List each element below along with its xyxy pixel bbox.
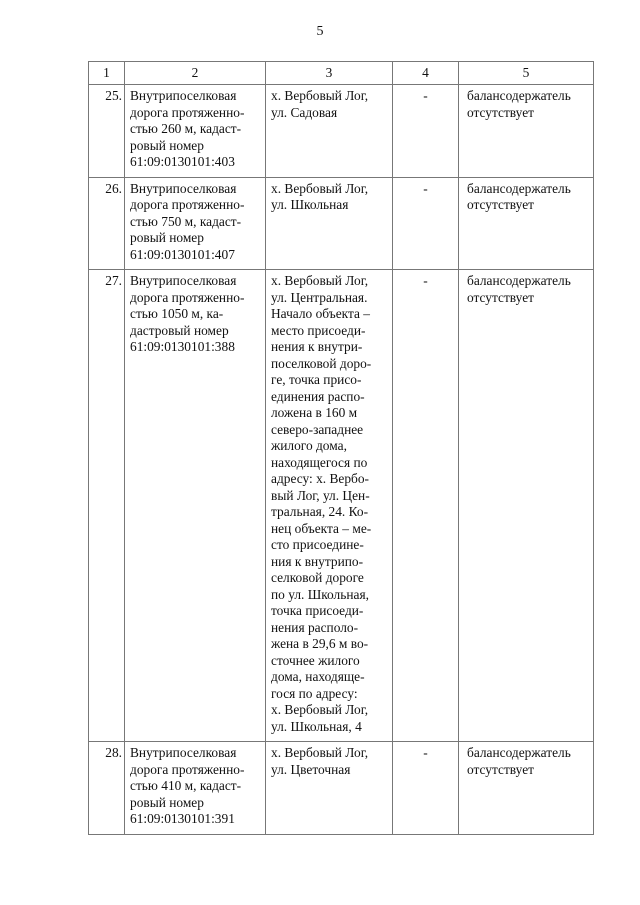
text-line: отсутствует bbox=[467, 104, 534, 120]
text-line: сто присоедине- bbox=[271, 537, 364, 552]
text-line: 61:09:0130101:407 bbox=[130, 246, 235, 262]
column-header-4: 4 bbox=[393, 62, 459, 85]
table-row bbox=[89, 742, 594, 835]
text-line: балансодержатель bbox=[467, 180, 571, 196]
text-line: нения располо- bbox=[271, 619, 359, 635]
text-line: ровый номер bbox=[130, 137, 204, 153]
row-number: 28. bbox=[89, 742, 125, 835]
column-header-1: 1 bbox=[89, 62, 125, 85]
text-line: дорога протяженно- bbox=[130, 104, 245, 120]
text-line: ул. Садовая bbox=[271, 104, 338, 120]
text-line: ул. Центральная. bbox=[271, 289, 368, 305]
text-line: отсутствует bbox=[467, 289, 534, 305]
text-line: единения распо- bbox=[271, 388, 365, 404]
text-line: балансодержатель bbox=[467, 88, 571, 103]
row-number: 26. bbox=[89, 177, 125, 270]
owner-cell: - bbox=[393, 85, 459, 178]
roads-registry-table bbox=[88, 61, 594, 835]
text-line: гося по адресу: bbox=[271, 685, 358, 701]
page-number: 5 bbox=[316, 24, 324, 39]
text-line: балансодержатель bbox=[467, 745, 571, 760]
object-name-cell bbox=[125, 742, 266, 835]
text-line: адресу: х. Вербо- bbox=[271, 471, 370, 486]
row-number: 25. bbox=[89, 85, 125, 178]
balance-holder-cell bbox=[459, 85, 594, 178]
column-header-5: 5 bbox=[459, 62, 594, 85]
object-address-cell bbox=[266, 270, 393, 742]
column-header-3: 3 bbox=[266, 62, 393, 85]
object-name-cell bbox=[125, 85, 266, 178]
text-line: ул. Цветочная bbox=[271, 761, 351, 777]
text-line: дорога протяженно- bbox=[130, 289, 245, 305]
balance-holder-cell bbox=[459, 742, 594, 835]
text-line: находящегося по bbox=[271, 454, 368, 470]
text-line: ложена в 160 м bbox=[271, 405, 358, 420]
text-line: дома, находяще- bbox=[271, 669, 365, 684]
text-line: Начало объекта – bbox=[271, 306, 370, 321]
text-line: селковой дороге bbox=[271, 570, 364, 585]
text-line: ровый номер bbox=[130, 794, 204, 810]
column-header-2: 2 bbox=[125, 62, 266, 85]
text-line: нения к внутри- bbox=[271, 339, 363, 354]
text-line: сточнее жилого bbox=[271, 652, 360, 668]
object-name-cell bbox=[125, 177, 266, 270]
text-line: ровый номер bbox=[130, 230, 204, 245]
text-line: 61:09:0130101:388 bbox=[130, 339, 235, 354]
text-line: х. Вербовый Лог, bbox=[271, 88, 369, 103]
text-line: точка присоеди- bbox=[271, 603, 364, 618]
text-line: 61:09:0130101:403 bbox=[130, 154, 235, 169]
table-row bbox=[89, 177, 594, 270]
text-line: стью 1050 м, ка- bbox=[130, 306, 224, 321]
owner-cell: - bbox=[393, 742, 459, 835]
text-line: поселковой доро- bbox=[271, 355, 372, 371]
object-address-cell bbox=[266, 85, 393, 178]
text-line: жилого дома, bbox=[271, 438, 347, 453]
text-line: стью 410 м, кадаст- bbox=[130, 778, 242, 793]
text-line: балансодержатель bbox=[467, 273, 571, 288]
balance-holder-cell bbox=[459, 270, 594, 742]
text-line: ния к внутрипо- bbox=[271, 553, 364, 569]
text-line: отсутствует bbox=[467, 197, 534, 212]
text-line: стью 750 м, кадаст- bbox=[130, 213, 242, 229]
text-line: стью 260 м, кадаст- bbox=[130, 121, 242, 136]
object-name-cell bbox=[125, 270, 266, 742]
text-line: по ул. Школьная, bbox=[271, 586, 369, 602]
text-line: отсутствует bbox=[467, 761, 534, 777]
object-address-cell bbox=[266, 742, 393, 835]
text-line: Внутрипоселковая bbox=[130, 745, 237, 760]
balance-holder-cell bbox=[459, 177, 594, 270]
table-row bbox=[89, 270, 594, 742]
text-line: х. Вербовый Лог, bbox=[271, 273, 369, 288]
text-line: место присоеди- bbox=[271, 322, 366, 338]
text-line: х. Вербовый Лог, bbox=[271, 702, 369, 717]
owner-cell: - bbox=[393, 177, 459, 270]
text-line: Внутрипоселковая bbox=[130, 88, 237, 103]
text-line: ул. Школьная, 4 bbox=[271, 718, 362, 734]
text-line: дорога протяженно- bbox=[130, 761, 245, 777]
text-line: дастровый номер bbox=[130, 322, 229, 338]
text-line: северо-западнее bbox=[271, 421, 364, 437]
table-row bbox=[89, 85, 594, 178]
text-line: дорога протяженно- bbox=[130, 197, 245, 212]
text-line: жена в 29,6 м во- bbox=[271, 636, 369, 651]
text-line: Внутрипоселковая bbox=[130, 180, 237, 196]
text-line: Внутрипоселковая bbox=[130, 273, 237, 288]
text-line: нец объекта – ме- bbox=[271, 520, 372, 536]
text-line: тральная, 24. Ко- bbox=[271, 504, 369, 519]
text-line: 61:09:0130101:391 bbox=[130, 811, 235, 826]
text-line: вый Лог, ул. Цен- bbox=[271, 487, 370, 503]
object-address-cell bbox=[266, 177, 393, 270]
text-line: х. Вербовый Лог, bbox=[271, 745, 369, 760]
row-number: 27. bbox=[89, 270, 125, 742]
text-line: ул. Школьная bbox=[271, 197, 349, 212]
table-header-row bbox=[89, 62, 594, 85]
text-line: ге, точка присо- bbox=[271, 372, 362, 387]
text-line: х. Вербовый Лог, bbox=[271, 180, 369, 196]
owner-cell: - bbox=[393, 270, 459, 742]
